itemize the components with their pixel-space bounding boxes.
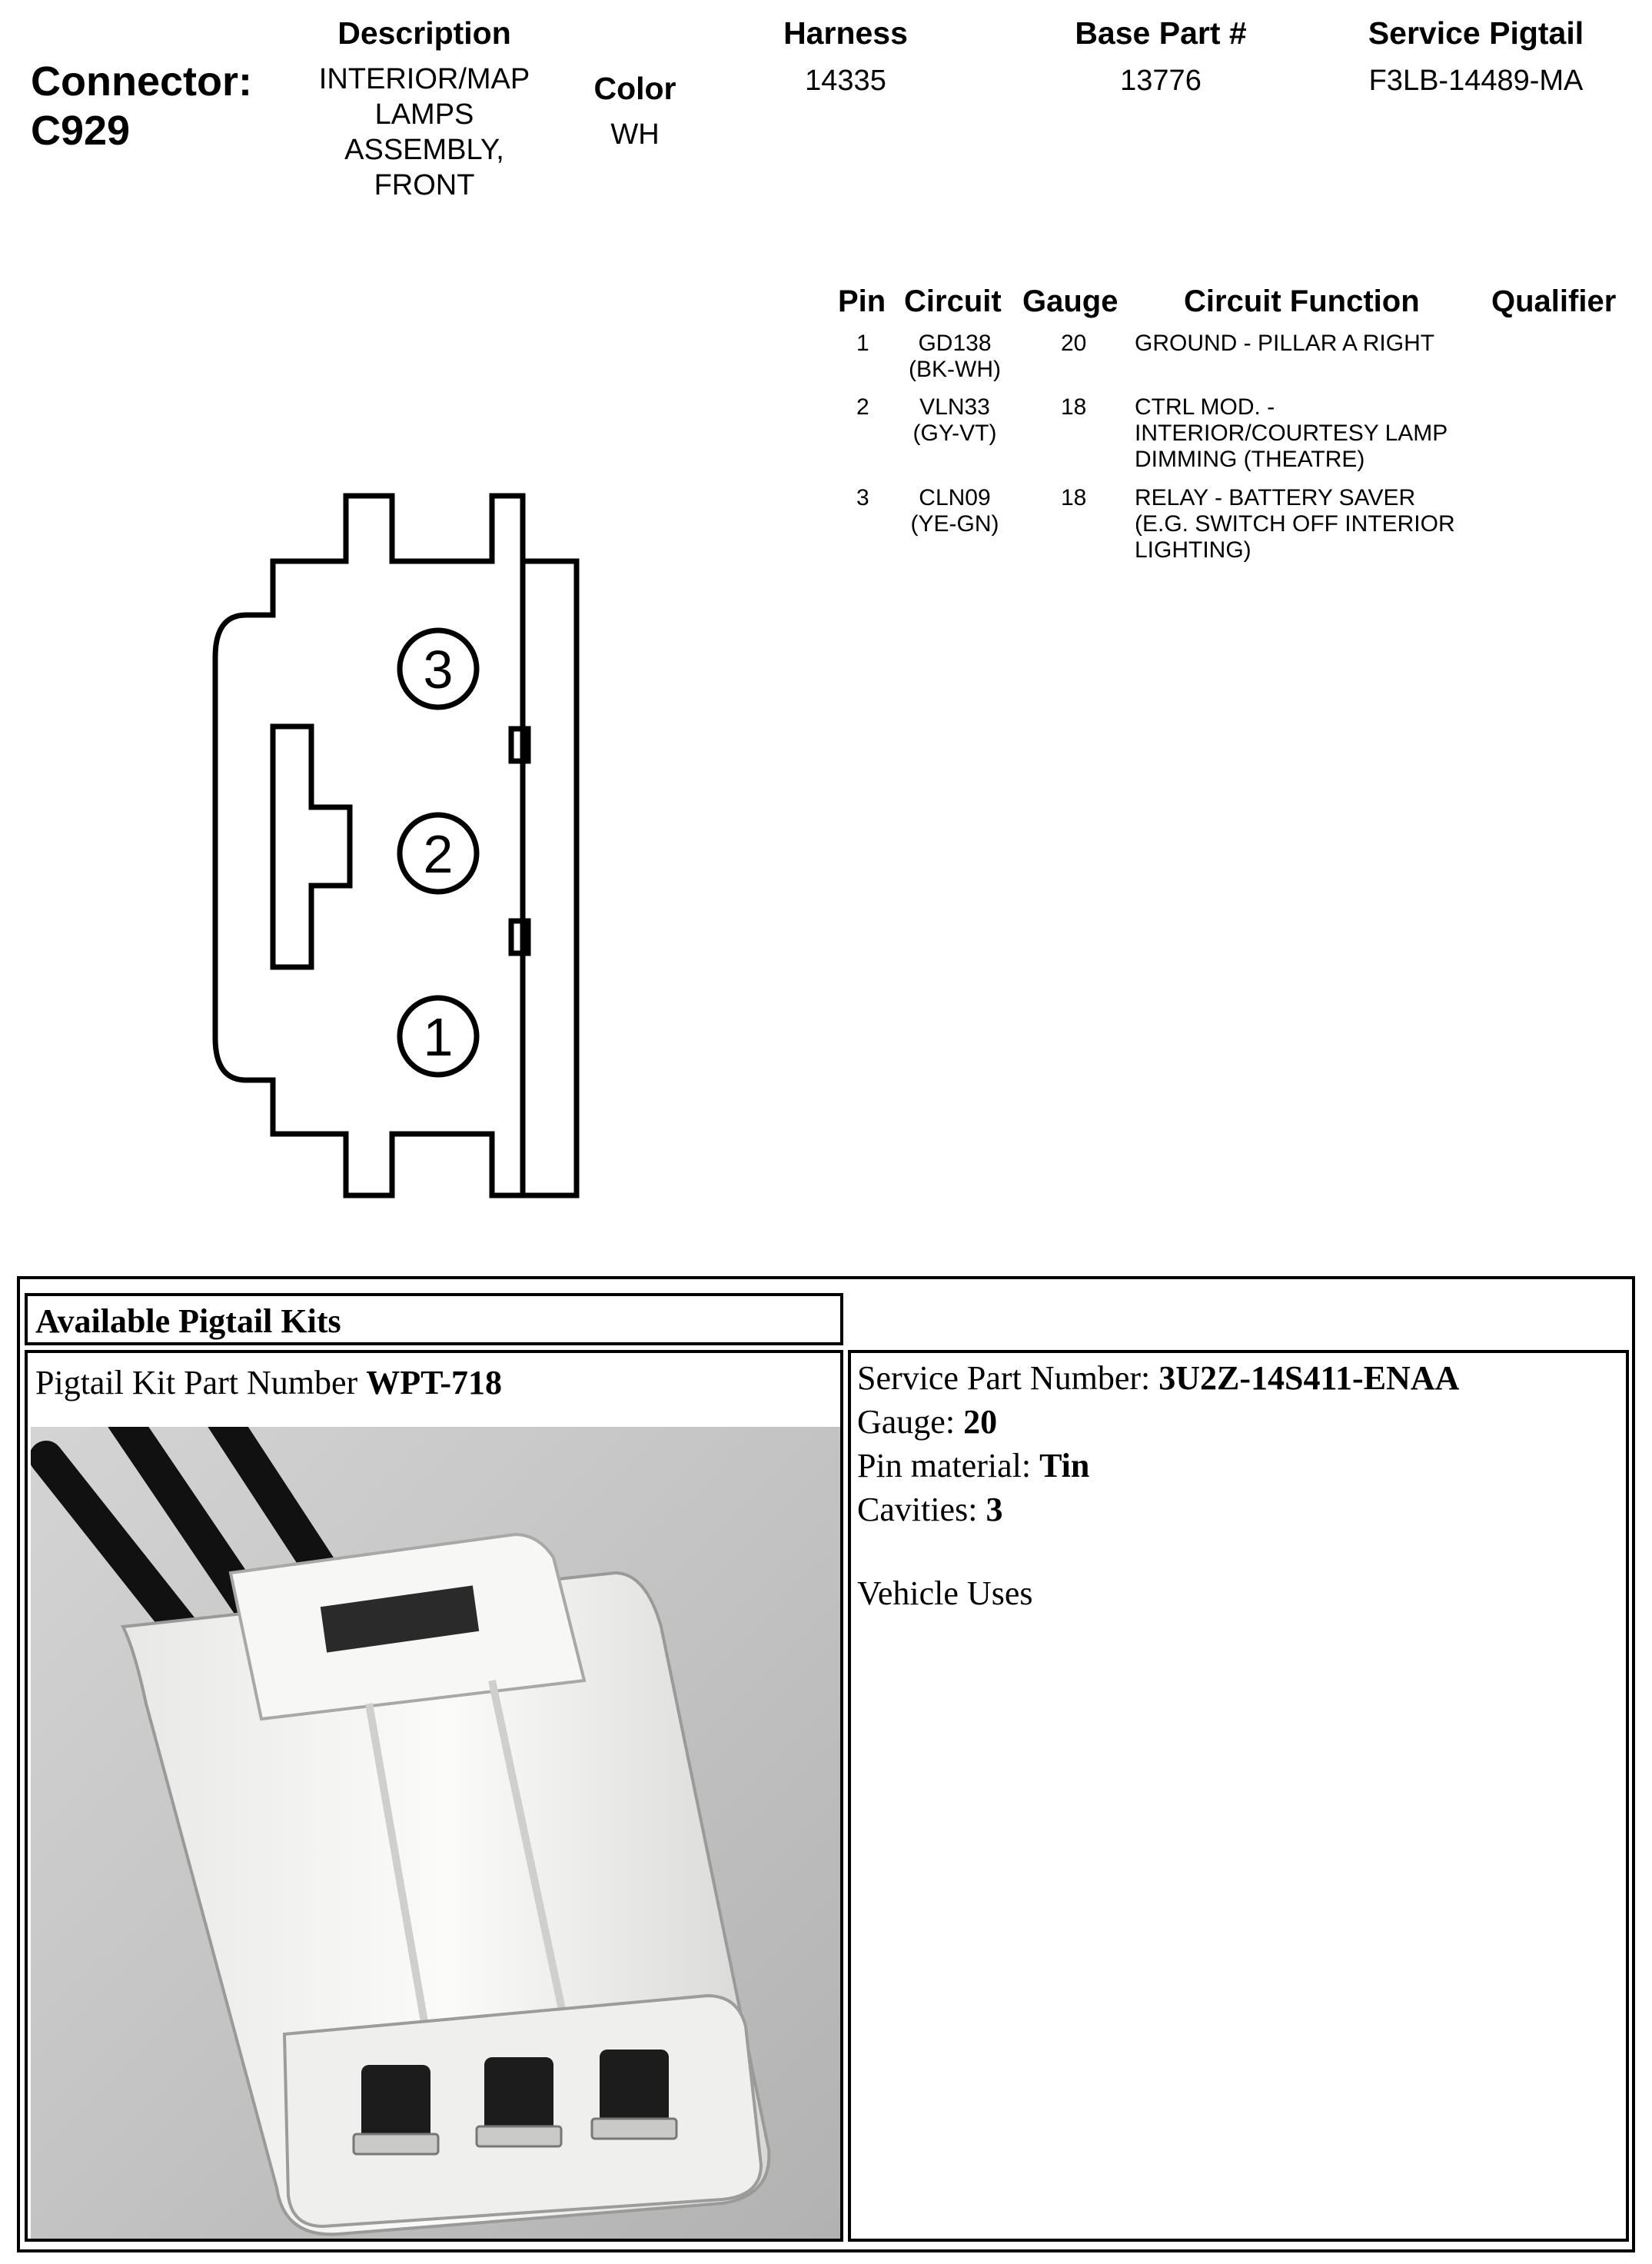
kit-number: WPT-718 bbox=[366, 1364, 503, 1401]
harness-value: 14335 bbox=[805, 65, 886, 97]
circuit-cell bbox=[893, 394, 1016, 447]
circuit-cell bbox=[893, 485, 1016, 537]
circuit-id: GD138 bbox=[918, 331, 992, 356]
function-line: LIGHTING) bbox=[1135, 537, 1251, 563]
circuit-id: CLN09 bbox=[919, 485, 991, 510]
description-line: INTERIOR/MAP bbox=[318, 63, 530, 95]
color-header: Color bbox=[593, 71, 676, 106]
function-line: RELAY - BATTERY SAVER bbox=[1135, 485, 1416, 510]
function-line: GROUND - PILLAR A RIGHT bbox=[1135, 331, 1435, 356]
base-part-header: Base Part # bbox=[1075, 15, 1247, 51]
gauge-col-header: Gauge bbox=[1022, 284, 1119, 318]
pin-terminal bbox=[592, 2119, 676, 2139]
pin-material-line bbox=[857, 1444, 1459, 1488]
pin-material-value: Tin bbox=[1039, 1447, 1090, 1484]
qualifier-col-header: Qualifier bbox=[1491, 284, 1617, 318]
base-part-value: 13776 bbox=[1120, 65, 1202, 97]
gauge-cell: 18 bbox=[1061, 485, 1087, 510]
circuit-cell bbox=[893, 331, 1016, 383]
function-line: INTERIOR/COURTESY LAMP bbox=[1135, 421, 1448, 446]
service-part-value: 3U2Z-14S411-ENAA bbox=[1158, 1359, 1460, 1397]
locking-nub bbox=[511, 729, 528, 761]
pigtail-section-title: Available Pigtail Kits bbox=[25, 1293, 843, 1345]
pin-number: 2 bbox=[856, 394, 869, 420]
latch-rail bbox=[523, 561, 577, 1195]
vehicle-uses-label: Vehicle Uses bbox=[857, 1574, 1033, 1612]
function-line: DIMMING (THEATRE) bbox=[1135, 447, 1365, 472]
cavity-label-1: 1 bbox=[423, 1007, 454, 1067]
pin-number: 1 bbox=[856, 331, 869, 356]
cavities-label: Cavities: bbox=[857, 1491, 986, 1528]
circuit-colors: (GY-VT) bbox=[912, 421, 997, 446]
circuit-colors: (YE-GN) bbox=[910, 511, 999, 537]
pin-col-header: Pin bbox=[838, 284, 886, 318]
harness-header: Harness bbox=[783, 15, 908, 51]
service-pigtail-value: F3LB-14489-MA bbox=[1368, 65, 1584, 97]
pin-terminal bbox=[477, 2126, 561, 2146]
function-line: CTRL MOD. - bbox=[1135, 394, 1275, 420]
circuit-col-header: Circuit bbox=[904, 284, 1002, 318]
connector-label: Connector: bbox=[31, 58, 252, 105]
description-value bbox=[286, 62, 563, 203]
cavity-label-2: 2 bbox=[423, 824, 454, 884]
function-cell bbox=[1135, 331, 1434, 357]
kit-label: Pigtail Kit Part Number bbox=[35, 1364, 367, 1401]
service-part-line bbox=[857, 1356, 1459, 1400]
cavities-value: 3 bbox=[986, 1491, 1003, 1528]
service-part-label: Service Part Number: bbox=[857, 1359, 1159, 1397]
keying-tab bbox=[273, 726, 350, 967]
pigtail-kit-panel bbox=[25, 1350, 843, 2242]
circuit-function-col-header: Circuit Function bbox=[1184, 284, 1420, 318]
function-line: (E.G. SWITCH OFF INTERIOR bbox=[1135, 511, 1455, 537]
connector-title bbox=[31, 57, 252, 155]
pin-number: 3 bbox=[856, 485, 869, 510]
gauge-value: 20 bbox=[963, 1403, 998, 1441]
circuit-id: VLN33 bbox=[919, 394, 990, 420]
pin-material-label: Pin material: bbox=[857, 1447, 1040, 1484]
gauge-label: Gauge: bbox=[857, 1403, 964, 1441]
gauge-cell: 18 bbox=[1061, 394, 1087, 420]
locking-nub bbox=[511, 921, 528, 953]
cavities-line bbox=[857, 1488, 1459, 1531]
gauge-line bbox=[857, 1400, 1459, 1444]
description-line: FRONT bbox=[374, 169, 475, 201]
service-pigtail-header: Service Pigtail bbox=[1368, 15, 1584, 51]
color-value: WH bbox=[610, 118, 660, 151]
connector-face-diagram bbox=[200, 484, 600, 1207]
function-cell bbox=[1135, 394, 1448, 473]
function-cell bbox=[1135, 485, 1455, 564]
description-line: LAMPS bbox=[374, 98, 474, 131]
pigtail-details bbox=[857, 1356, 1459, 1615]
circuit-colors: (BK-WH) bbox=[909, 357, 1001, 382]
connector-id: C929 bbox=[31, 108, 131, 154]
pigtail-details-panel bbox=[848, 1350, 1629, 2242]
description-header: Description bbox=[337, 15, 511, 51]
pigtail-connector-photo bbox=[31, 1427, 840, 2239]
pigtail-kit-heading bbox=[35, 1361, 502, 1405]
description-line: ASSEMBLY, bbox=[344, 134, 504, 166]
pin-terminal bbox=[354, 2134, 438, 2154]
gauge-cell: 20 bbox=[1061, 331, 1087, 356]
cavity-label-3: 3 bbox=[423, 640, 454, 700]
